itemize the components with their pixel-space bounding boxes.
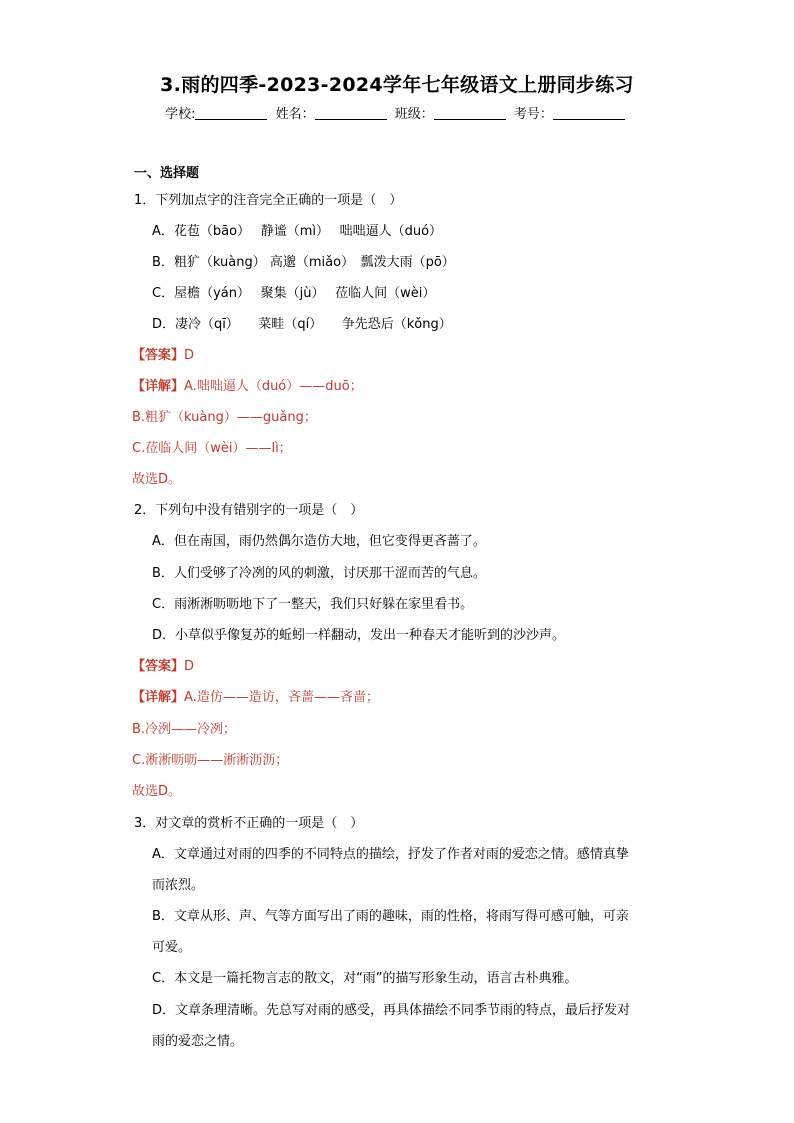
question-2-stem: 2．下列句中没有错别字的一项是（ ）: [134, 503, 364, 518]
question-1-conclusion: 故选D。: [132, 472, 182, 487]
question-2-option-d: D．小草似乎像复苏的蚯蚓一样翻动，发出一种春天才能听到的沙沙声。: [152, 628, 566, 643]
exam-no-blank[interactable]: [553, 107, 625, 120]
question-1-option-a: A．花苞（bāo） 静谧（mì） 咄咄逼人（duó）: [152, 224, 443, 239]
class-label: 班级：: [394, 107, 434, 122]
question-1-option-c: C．屋檐（yán） 聚集（jù） 莅临人间（wèi）: [152, 286, 436, 301]
detail-tag: 【详解】: [132, 690, 185, 705]
question-2-option-a: A．但在南国，雨仍然偶尔造仿大地，但它变得更吝蔷了。: [152, 534, 486, 549]
question-2-option-c: C．雨淅淅呖呖地下了一整天，我们只好躲在家里看书。: [152, 597, 474, 612]
answer-value: D: [184, 348, 195, 363]
question-1-option-b: B．粗犷（kuàng） 高邈（miǎo） 瓢泼大雨（pō）: [152, 255, 455, 270]
question-1-detail-b: B.粗犷（kuàng）——guǎng；: [132, 410, 317, 425]
section-title: 一、选择题: [134, 166, 200, 181]
school-blank[interactable]: [195, 107, 267, 120]
question-3-option-a-cont: 而浓烈。: [152, 878, 205, 893]
class-blank[interactable]: [434, 107, 506, 120]
detail-text: A.咄咄逼人（duó）——duō；: [184, 379, 363, 394]
answer-tag: 【答案】: [132, 348, 185, 363]
question-2-detail-a: [132, 689, 379, 707]
question-1-option-d: D．凄冷（qī） 菜畦（qí） 争先恐后（kǒng）: [152, 317, 452, 332]
school-label: 学校:: [165, 107, 196, 122]
question-3-option-d-cont: 雨的爱恋之情。: [152, 1034, 244, 1049]
student-info-row: [0, 103, 794, 122]
question-2-detail-c: C.淅淅呖呖——淅淅沥沥；: [132, 753, 289, 768]
page-title: 3.雨的四季-2023-2024学年七年级语文上册同步练习: [160, 74, 634, 96]
answer-tag: 【答案】: [132, 659, 185, 674]
question-3-option-c: C．本文是一篇托物言志的散文，对“雨”的描写形象生动，语言古朴典雅。: [152, 971, 578, 986]
question-1-answer: [132, 347, 194, 365]
detail-text: A.造仿——造访，吝蔷——吝啬；: [184, 690, 379, 705]
detail-tag: 【详解】: [132, 379, 185, 394]
name-blank[interactable]: [315, 107, 387, 120]
question-3-stem: 3．对文章的赏析不正确的一项是（ ）: [134, 816, 364, 831]
name-label: 姓名：: [275, 107, 315, 122]
question-3-option-d: D．文章条理清晰。先总写对雨的感受，再具体描绘不同季节雨的特点，最后抒发对: [152, 1003, 631, 1018]
exam-no-label: 考号：: [513, 107, 553, 122]
question-2-conclusion: 故选D。: [132, 784, 182, 799]
question-2-answer: [132, 658, 194, 676]
answer-value: D: [184, 659, 195, 674]
question-3-option-b: B．文章从形、声、气等方面写出了雨的趣味，雨的性格，将雨写得可感可触，可亲: [152, 909, 629, 924]
question-1-detail-a: [132, 378, 363, 396]
question-1-detail-c: C.莅临人间（wèi）——lì；: [132, 441, 292, 456]
question-3-option-a: A．文章通过对雨的四季的不同特点的描绘，抒发了作者对雨的爱恋之情。感情真挚: [152, 847, 629, 862]
question-2-detail-b: B.冷洌——冷冽；: [132, 722, 237, 737]
question-1-stem: 1．下列加点字的注音完全正确的一项是（ ）: [134, 193, 403, 208]
question-2-option-b: B．人们受够了冷冽的风的刺激，讨厌那干涩而苦的气息。: [152, 566, 486, 581]
question-3-option-b-cont: 可爱。: [152, 940, 192, 955]
